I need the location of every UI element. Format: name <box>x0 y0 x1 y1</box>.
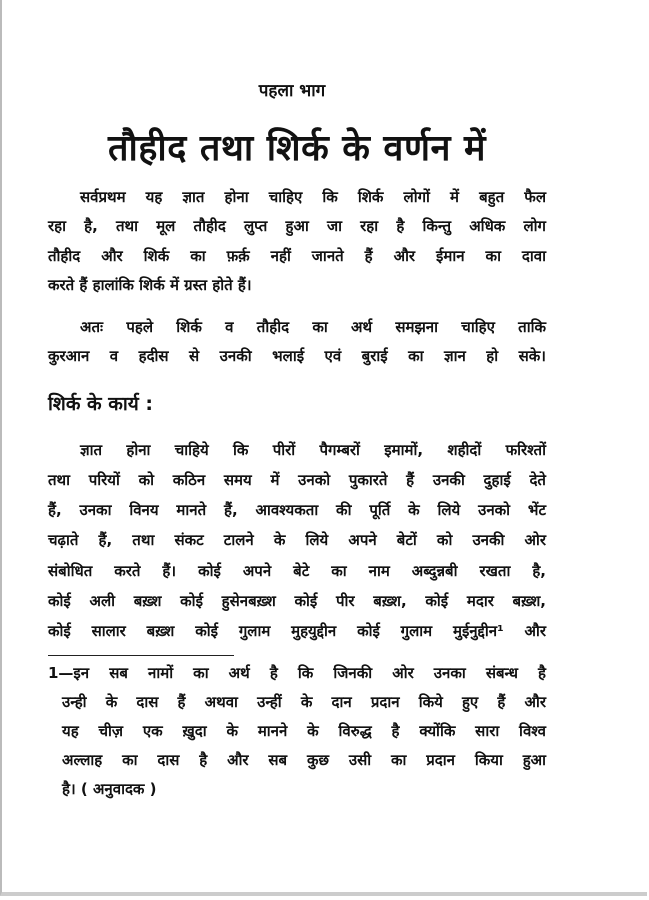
paragraph-2-line: अतः पहले शिर्क व तौहीद का अर्थ समझना चाहिए ताकि <box>80 318 546 336</box>
section-subheading: शिर्क के कार्य : <box>48 393 154 415</box>
footnote-line: है। ( अनुवादक ) <box>62 780 157 798</box>
footnote-line: उन्ही के दास हैं अथवा उन्हीं के दान प्रदान किये हुए हैं और <box>62 693 546 711</box>
paragraph-1-line: रहा है, तथा मूल तौहीद लुप्त हुआ जा रहा है किन्तु अधिक लोग <box>48 217 546 235</box>
part-heading: पहला भाग <box>258 81 326 101</box>
footnote-line: 1—इन सब नामों का अर्थ है कि जिनकी ओर उनका संबन्ध है <box>48 664 546 682</box>
chapter-title: तौहीद तथा शिर्क के वर्णन में <box>107 128 487 169</box>
paragraph-1-line: तौहीद और शिर्क का फ़र्क़ नहीं जानते हैं और ईमान का दावा <box>48 247 546 265</box>
paragraph-3-line: तथा परियों को कठिन समय में उनको पुकारते हैं उनकी दुहाई देते <box>48 471 546 489</box>
paragraph-3-line: चढ़ाते हैं, तथा संकट टालने के लिये अपने बेटों को उनकी ओर <box>48 531 546 549</box>
paragraph-3-line: कोई अली बख़्श कोई हुसेनबख़्श कोई पीर बख़्श, कोई मदार बख़्श, <box>48 592 546 610</box>
paragraph-1-line: करते हैं हालांकि शिर्क में ग्रस्त होते हैं। <box>48 276 252 294</box>
paragraph-3-line: ज्ञात होना चाहिये कि पीरों पैगम्बरों इमामों, शहीदों फरिश्तों <box>80 441 546 459</box>
footnote-divider <box>48 655 234 656</box>
paragraph-3-line: हैं, उनका विनय मानते हैं, आवश्यकता की पूर्ति के लिये उनको भेंट <box>48 501 546 519</box>
paragraph-1-line: सर्वप्रथम यह ज्ञात होना चाहिए कि शिर्क लोगों में बहुत फैल <box>80 188 546 206</box>
footnote-line: अल्लाह का दास है और सब कुछ उसी का प्रदान किया हुआ <box>62 751 546 769</box>
footnote-line: यह चीज़ एक ख़ुदा के मानने के विरुद्ध है क्योंकि सारा विश्व <box>62 722 546 740</box>
paragraph-3-line: संबोधित करते हैं। कोई अपने बेटे का नाम अब्दुन्नबी रखता है, <box>48 562 546 580</box>
paragraph-3-line: कोई सालार बख़्श कोई गुलाम मुहयुद्दीन कोई गुलाम मुईनुद्दीन¹ और <box>48 622 546 640</box>
paragraph-2-line: कुरआन व हदीस से उनकी भलाई एवं बुराई का ज्ञान हो सके। <box>48 347 546 365</box>
